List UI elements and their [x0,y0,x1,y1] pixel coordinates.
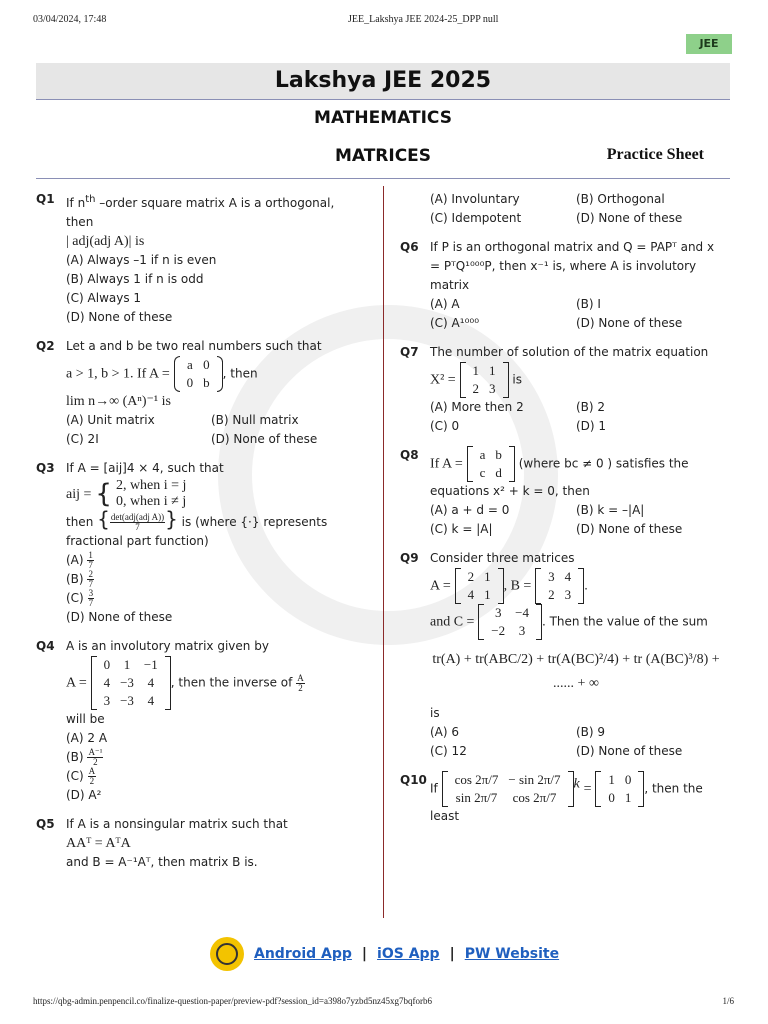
question-number: Q4 [36,639,55,653]
question-3: Q3 If A = [aij]4 × 4, such that aij = { 2, when i = j 0, when i ≠ j then { $\frac{\text{det(adj(adj A))}}{7}$ } is (where {·} represents fractional part function) (A) $\frac{1}{7}$ (B) $\frac{2}{7}$ (C) $\frac{3}{7}$ (D) None of these [36,459,356,627]
title-banner [36,63,730,100]
condition: a > 1, b > 1. If A = [66,366,170,382]
android-app-link[interactable]: Android App [254,946,352,962]
matrix-q9a [455,568,504,604]
matrix-cell: − sin 2π/7 [508,772,561,787]
matrix-cell: −3 [120,693,134,708]
sheet-type: Practice Sheet [606,146,704,163]
question-text: If $n^{th}$ –order square matrix A is a orthogonal, then [66,194,335,229]
matrix-cell: sin 2π/7 [455,790,498,805]
option[interactable]: (B) 9 [576,725,606,739]
footer-links: Android App | iOS App | PW Website [210,937,570,971]
question-text: If A is a nonsingular matrix such that [66,817,288,831]
question-8: Q8 If A = a b c d (where bc ≠ 0 ) satisfies the equations x² + k = 0, then (A) a + d = 0 (B) k = –|A| (C) k = |A| (D) None of these [400,446,722,539]
question-number: Q9 [400,551,419,565]
fraction: $\frac{\text{det(adj(adj A))}}{7}$ [110,512,165,532]
matrix-cell: 1 [472,363,480,378]
matrix-cell: 0 [608,790,615,805]
matrix-cell: 2 [467,569,475,584]
option[interactable]: (C) 12 [430,744,467,758]
matrix-cell: b [495,447,502,462]
option[interactable]: (C) 0 [430,419,460,433]
matrix-q9c [478,604,542,640]
matrix-q7 [460,362,509,398]
matrix-cell: a [186,357,193,372]
matrix-q9b [535,568,584,604]
question-10: Q10 If cos 2π/7 − sin 2π/7 sin 2π/7 cos 2π/7 $^k$ = 1 0 0 1 , then the least [400,772,703,823]
matrix-cell: 3 [548,569,555,584]
option[interactable]: (A) Always –1 if n is even [66,253,217,267]
matrix-cell: 1 [484,569,491,584]
option[interactable]: (D) None of these [211,432,318,446]
matrix-cell: b [203,375,210,390]
matrix-cell: 3 [103,693,111,708]
page-url: https://qbg-admin.penpencil.co/finalize-question-paper/preview-pdf?session_id=a398o7yzbd5nz45xg7bqforb6 [33,996,432,1006]
question-6 [400,238,722,333]
matrix-cell: −3 [120,675,134,690]
option[interactable]: (D) None of these [66,310,173,324]
matrix-cell: 1 [608,772,615,787]
option[interactable]: (C) k = |A| [430,522,493,536]
page-number: 1/6 [722,996,734,1006]
matrix-cell: 4 [467,587,475,602]
matrix-cell: 4 [103,675,111,690]
option[interactable]: (D) 1 [576,419,607,433]
left-column [36,190,356,882]
matrix-cell: 4 [564,569,572,584]
question-expression: | adj(adj A)| is [66,234,145,249]
column-divider [383,186,384,918]
question-4: Q4 A is an involutory matrix given by A = 0 1 −1 4 −3 4 3 −3 4 , then the inverse of $\frac{A}{2}$ will be (A) 2 A (B) $\frac{\text{A⁻¹}}{2}$ (C) $\frac{A}{2}$ (D) A² [36,637,356,805]
question-text: The number of solution of the matrix equation [430,345,709,359]
matrix-cell: 1 [123,657,131,672]
option[interactable]: (D) None of these [66,610,173,624]
question-number: Q2 [36,339,55,353]
option[interactable]: (B) Always 1 if n is odd [66,272,204,286]
chapter-heading: MATRICES [334,146,432,166]
matrix-cell: 2 [472,381,480,396]
matrix-cell: −4 [515,605,529,620]
matrix-q8 [467,446,515,482]
matrix-cell: 3 [489,381,496,396]
option[interactable]: (B) k = –|A| [576,503,645,517]
matrix-cell: 1 [624,790,632,805]
matrix-q10-identity [595,771,644,807]
option[interactable]: (A) a + d = 0 [430,503,510,517]
piecewise: aij = { 2, when i = j 0, when i ≠ j [66,478,187,509]
option[interactable]: (C) $\frac{A}{2}$ [66,766,96,786]
right-column [400,190,722,836]
option[interactable]: (D) None of these [576,316,683,330]
matrix-cell: c [479,465,486,480]
matrix-cell: 4 [147,675,155,690]
option[interactable]: (D) None of these [576,211,683,225]
question-text: A is an involutory matrix given by [66,639,269,653]
option[interactable]: (A) 2 A [66,731,108,745]
question-number: Q3 [36,461,55,475]
ios-app-link[interactable]: iOS App [377,946,440,962]
question-number: Q8 [400,448,419,462]
header-rule [36,178,730,179]
matrix-cell: 1 [484,587,491,602]
question-1 [36,190,356,327]
question-text: Consider three matrices [430,551,575,565]
question-7: Q7 The number of solution of the matrix equation X² = 1 1 2 3 is (A) More then 2 (B) 2 (C) 0 (D) 1 [400,343,722,436]
matrix-cell: cos 2π/7 [454,772,499,787]
browser-datetime: 03/04/2024, 17:48 [33,14,107,25]
option[interactable]: (A) More then 2 [430,400,524,414]
exam-tag: JEE [686,34,732,54]
option[interactable]: (A) $\frac{1}{7}$ [66,550,93,570]
matrix-cell: 3 [494,605,502,620]
option[interactable]: (B) 2 [576,400,606,414]
question-number: Q6 [400,240,419,254]
limit-expression: lim n→∞ (Aⁿ)⁻¹ is [66,394,171,409]
matrix-cell: 3 [564,587,572,602]
matrix-cell: −1 [143,657,158,672]
series-expression: tr(A) + tr(ABC/2) + tr(A(BC)²/4) + tr (A(BC)³/8) + ...... + ∞ [432,652,720,691]
matrix-cell: 2 [548,587,555,602]
page-title: Lakshya JEE 2025 [274,68,492,93]
matrix-cell: 4 [147,693,155,708]
question-text: If A = [aij]4 × 4, such that [66,461,224,475]
document-title: JEE_Lakshya JEE 2024-25_DPP null [348,14,499,25]
matrix-cell: a [479,447,486,462]
option[interactable]: (A) Unit matrix [66,413,155,427]
subject-heading: MATHEMATICS [314,108,452,128]
option[interactable]: (C) A¹⁰⁰⁰ [430,316,480,330]
matrix-cell: 0 [186,375,194,390]
option[interactable]: (B) $\frac{\text{A⁻¹}}{2}$ [66,747,103,767]
option[interactable]: (A) Involuntary [430,192,520,206]
option[interactable]: (B) Null matrix [211,413,299,427]
option[interactable]: (C) Idempotent [430,211,522,225]
option[interactable]: (D) None of these [576,744,683,758]
question-9: Q9 Consider three matrices A = 2 1 4 1 , B = 3 4 2 3 . and C = 3 −4 −2 3 . Then the value of the sum tr(A) + tr(ABC/2) + tr(A(BC)²/4) + tr (A(BC)³/8) + ...... + ∞ is (A) 6 (B) 9 (C) 12 (D) None of these [400,549,722,761]
question-text: If P is an orthogonal matrix and Q = PAPᵀ and x = PᵀQ¹⁰⁰⁰P, then x⁻¹ is, where A is involutory matrix [430,240,715,292]
option[interactable]: (D) None of these [576,522,683,536]
question-number: Q7 [400,345,419,359]
question-5: Q5 If A is a nonsingular matrix such that AAᵀ = AᵀA and B = A⁻¹Aᵀ, then matrix B is. [36,815,356,872]
question-text: Let a and b be two real numbers such that [66,339,322,353]
customer-service-logo[interactable] [210,937,244,971]
option[interactable]: (C) 2I [66,432,99,446]
option[interactable]: (A) A [430,297,460,311]
matrix-cell: 3 [518,623,526,638]
matrix-cell: d [495,465,502,480]
option[interactable]: (A) 6 [430,725,460,739]
matrix-cell: 0 [624,772,632,787]
matrix-q2 [174,356,223,392]
option[interactable]: (C) $\frac{3}{7}$ [66,588,94,608]
question-2: Q2 Let a and b be two real numbers such that a > 1, b > 1. If A = a 0 0 b , then lim n→∞ (Aⁿ)⁻¹ is (A) Unit matrix (B) Null matrix (C) 2I (D) None of these [36,337,356,449]
option[interactable]: (D) A² [66,788,102,802]
option[interactable]: (C) Always 1 [66,291,142,305]
matrix-q10 [442,771,574,807]
matrix-cell: 0 [203,357,210,372]
matrix-cell: cos 2π/7 [512,790,557,805]
question-number: Q5 [36,817,55,831]
matrix-cell: −2 [491,623,506,638]
headset-icon [216,943,238,965]
matrix-cell: 0 [103,657,111,672]
matrix-cell: 1 [489,363,496,378]
question-5-options [430,190,722,228]
pw-website-link[interactable]: PW Website [464,946,560,962]
option[interactable]: (B) Orthogonal [576,192,665,206]
question-number: Q1 [36,192,55,206]
matrix-q4 [91,656,171,710]
option[interactable]: (B) $\frac{2}{7}$ [66,569,93,589]
option[interactable]: (B) I [576,297,601,311]
question-number: Q10 [400,773,427,787]
